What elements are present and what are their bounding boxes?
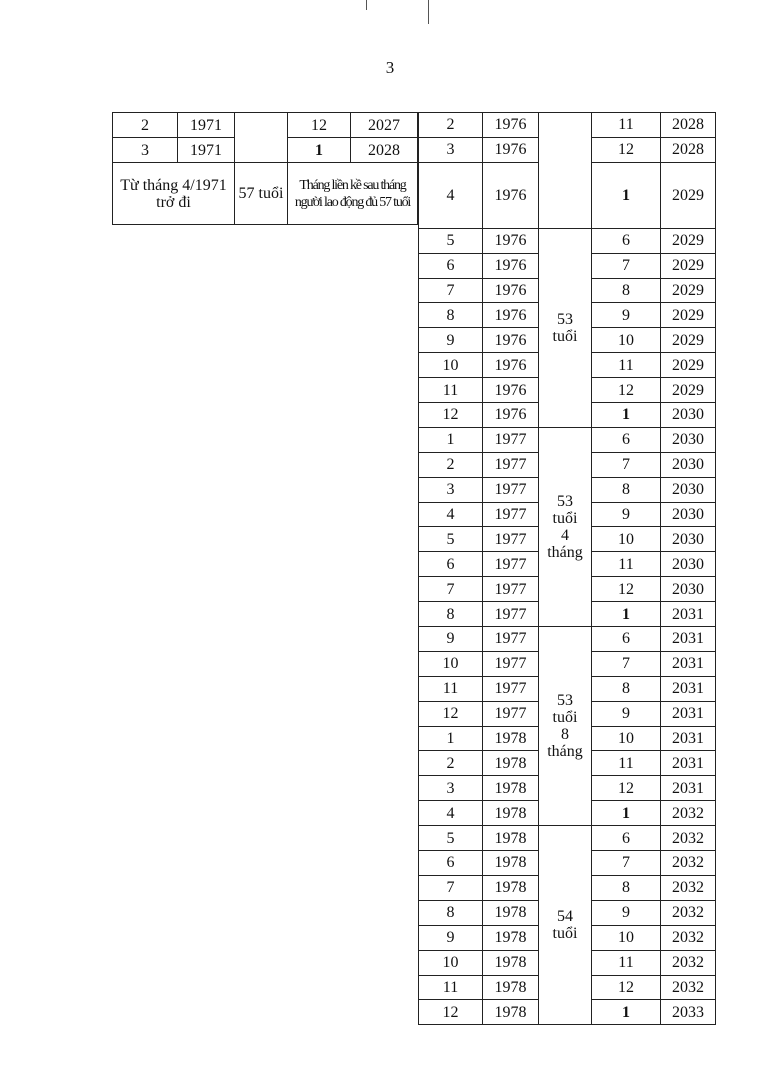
retire-month-cell: 6 — [592, 427, 661, 452]
retire-year-cell: 2032 — [661, 975, 716, 1000]
retire-year-cell: 2028 — [351, 138, 418, 163]
retire-month-cell: 8 — [592, 477, 661, 502]
birth-month-cell: 9 — [419, 925, 483, 950]
retire-year-cell: 2031 — [661, 651, 716, 676]
retire-year-cell: 2030 — [661, 552, 716, 577]
age-group-line: 54 — [557, 908, 573, 926]
birth-month-cell: 4 — [419, 162, 483, 228]
retire-month-cell: 11 — [592, 113, 661, 138]
left-retirement-table — [112, 112, 418, 225]
retire-year-cell: 2031 — [661, 676, 716, 701]
retire-year-cell: 2032 — [661, 826, 716, 851]
birth-year-cell: 1977 — [483, 577, 539, 602]
retire-month-cell: 12 — [592, 975, 661, 1000]
birth-month-cell: 5 — [419, 826, 483, 851]
retire-month-cell: 9 — [592, 900, 661, 925]
retire-month-cell: 7 — [592, 651, 661, 676]
age-cell-empty — [235, 113, 288, 163]
age-group-line: 53 — [557, 310, 573, 328]
age-group-line: 53 — [557, 492, 573, 510]
retire-year-cell: 2030 — [661, 502, 716, 527]
birth-month-cell: 6 — [419, 552, 483, 577]
table-row — [113, 163, 418, 225]
retire-year-cell: 2030 — [661, 577, 716, 602]
retire-month-cell: 1 — [288, 138, 351, 163]
retire-year-cell: 2032 — [661, 900, 716, 925]
retire-year-cell: 2029 — [661, 162, 716, 228]
retire-month-cell: 9 — [592, 701, 661, 726]
retire-year-cell: 2031 — [661, 751, 716, 776]
birth-year-cell: 1976 — [483, 378, 539, 403]
birth-year-cell: 1978 — [483, 851, 539, 876]
birth-year-cell: 1971 — [178, 113, 235, 138]
birth-month-cell: 2 — [113, 113, 178, 138]
birth-month-cell: 12 — [419, 1000, 483, 1025]
birth-month-cell: 3 — [419, 137, 483, 162]
retire-month-cell: 6 — [592, 627, 661, 652]
birth-month-cell: 8 — [419, 303, 483, 328]
birth-year-cell: 1976 — [483, 303, 539, 328]
age-group-line: tuổi — [552, 925, 578, 943]
retire-month-cell: 12 — [288, 113, 351, 138]
birth-month-cell: 7 — [419, 278, 483, 303]
retire-month-cell: 10 — [592, 925, 661, 950]
birth-year-cell: 1977 — [483, 427, 539, 452]
retire-month-cell: 10 — [592, 527, 661, 552]
retire-year-cell: 2032 — [661, 801, 716, 826]
birth-month-cell: 8 — [419, 900, 483, 925]
birth-month-cell: 3 — [113, 138, 178, 163]
retire-year-cell: 2031 — [661, 627, 716, 652]
table-row — [113, 113, 418, 138]
birth-month-cell: 4 — [419, 801, 483, 826]
birth-year-cell: 1977 — [483, 452, 539, 477]
age-group-line: tuổi — [552, 709, 578, 727]
birth-year-cell: 1978 — [483, 925, 539, 950]
age-group-cell — [539, 826, 592, 1025]
retire-year-cell: 2028 — [661, 113, 716, 138]
birth-year-cell: 1976 — [483, 353, 539, 378]
birth-year-cell: 1971 — [178, 138, 235, 163]
retire-month-cell: 11 — [592, 552, 661, 577]
age-cell: 57 tuổi — [235, 163, 288, 225]
birth-month-cell: 10 — [419, 950, 483, 975]
birth-year-cell: 1976 — [483, 113, 539, 138]
retire-year-cell: 2032 — [661, 950, 716, 975]
retire-month-cell: 9 — [592, 502, 661, 527]
birth-month-cell: 3 — [419, 477, 483, 502]
retire-year-cell: 2031 — [661, 776, 716, 801]
table-row — [419, 627, 716, 652]
retire-year-cell: 2031 — [661, 726, 716, 751]
retire-year-cell: 2029 — [661, 253, 716, 278]
age-group-line: tuổi — [552, 327, 578, 345]
retire-year-cell: 2029 — [661, 328, 716, 353]
retire-month-cell: 9 — [592, 303, 661, 328]
retire-month-cell: 11 — [592, 751, 661, 776]
retire-month-cell: 10 — [592, 328, 661, 353]
birth-year-cell: 1977 — [483, 552, 539, 577]
retire-month-cell: 1 — [592, 602, 661, 627]
retire-month-cell: 10 — [592, 726, 661, 751]
birth-month-cell: 1 — [419, 427, 483, 452]
retire-month-cell: 6 — [592, 826, 661, 851]
retire-year-cell: 2031 — [661, 602, 716, 627]
birth-month-cell: 2 — [419, 751, 483, 776]
retire-year-cell: 2029 — [661, 303, 716, 328]
birth-year-cell: 1977 — [483, 701, 539, 726]
retire-year-cell: 2029 — [661, 353, 716, 378]
retire-year-cell: 2032 — [661, 875, 716, 900]
retire-month-cell: 12 — [592, 378, 661, 403]
retirement-note-text: Tháng liền kề sau tháng người lao động đủ 57 tuổi — [294, 177, 411, 210]
retire-month-cell: 7 — [592, 452, 661, 477]
retire-month-cell: 11 — [592, 950, 661, 975]
birth-month-cell: 6 — [419, 851, 483, 876]
retire-month-cell: 1 — [592, 403, 661, 428]
retire-year-cell: 2030 — [661, 403, 716, 428]
birth-year-cell: 1977 — [483, 602, 539, 627]
birth-year-cell: 1977 — [483, 502, 539, 527]
birth-month-cell: 9 — [419, 328, 483, 353]
birth-year-cell: 1977 — [483, 651, 539, 676]
scan-mark — [366, 0, 367, 10]
retire-year-cell: 2029 — [661, 278, 716, 303]
birth-month-cell: 7 — [419, 875, 483, 900]
birth-year-cell: 1977 — [483, 627, 539, 652]
birth-month-cell: 11 — [419, 378, 483, 403]
birth-year-cell: 1978 — [483, 950, 539, 975]
retire-year-cell: 2031 — [661, 701, 716, 726]
birth-month-cell: 11 — [419, 676, 483, 701]
birth-year-cell: 1976 — [483, 403, 539, 428]
age-group-line: 8 — [561, 726, 569, 744]
birth-year-cell: 1978 — [483, 875, 539, 900]
birth-month-cell: 2 — [419, 452, 483, 477]
age-group-cell — [539, 627, 592, 826]
birth-year-cell: 1977 — [483, 676, 539, 701]
from-month-label: Từ tháng 4/1971 trở đi — [113, 163, 235, 225]
birth-year-cell: 1978 — [483, 975, 539, 1000]
retire-month-cell: 8 — [592, 875, 661, 900]
age-cell-empty — [539, 113, 592, 229]
birth-year-cell: 1976 — [483, 162, 539, 228]
birth-month-cell: 11 — [419, 975, 483, 1000]
birth-month-cell: 12 — [419, 403, 483, 428]
table-row — [419, 113, 716, 138]
birth-month-cell: 3 — [419, 776, 483, 801]
retire-year-cell: 2030 — [661, 527, 716, 552]
birth-month-cell: 1 — [419, 726, 483, 751]
retire-year-cell: 2033 — [661, 1000, 716, 1025]
birth-month-cell: 9 — [419, 627, 483, 652]
age-group-line: 53 — [557, 692, 573, 710]
birth-year-cell: 1976 — [483, 328, 539, 353]
birth-year-cell: 1978 — [483, 826, 539, 851]
retire-month-cell: 12 — [592, 577, 661, 602]
retire-month-cell: 1 — [592, 801, 661, 826]
birth-year-cell: 1978 — [483, 726, 539, 751]
retire-month-cell: 12 — [592, 137, 661, 162]
birth-year-cell: 1978 — [483, 900, 539, 925]
retire-month-cell: 7 — [592, 253, 661, 278]
birth-month-cell: 5 — [419, 527, 483, 552]
retire-month-cell: 1 — [592, 162, 661, 228]
birth-month-cell: 12 — [419, 701, 483, 726]
birth-month-cell: 6 — [419, 253, 483, 278]
birth-year-cell: 1978 — [483, 776, 539, 801]
retire-year-cell: 2030 — [661, 452, 716, 477]
birth-month-cell: 4 — [419, 502, 483, 527]
age-group-cell — [539, 228, 592, 427]
table-row — [419, 826, 716, 851]
retire-year-cell: 2029 — [661, 378, 716, 403]
birth-year-cell: 1976 — [483, 278, 539, 303]
birth-year-cell: 1978 — [483, 1000, 539, 1025]
retirement-note — [288, 163, 418, 225]
birth-month-cell: 5 — [419, 228, 483, 253]
age-group-line: 4 — [561, 526, 569, 544]
retire-year-cell: 2028 — [661, 137, 716, 162]
retire-year-cell: 2027 — [351, 113, 418, 138]
scan-mark — [428, 0, 429, 24]
retire-month-cell: 7 — [592, 851, 661, 876]
age-group-line: tuổi — [552, 509, 578, 527]
birth-month-cell: 10 — [419, 651, 483, 676]
retire-month-cell: 11 — [592, 353, 661, 378]
table-row — [419, 427, 716, 452]
birth-month-cell: 10 — [419, 353, 483, 378]
birth-year-cell: 1978 — [483, 801, 539, 826]
birth-year-cell: 1978 — [483, 751, 539, 776]
retire-year-cell: 2032 — [661, 851, 716, 876]
retire-year-cell: 2029 — [661, 228, 716, 253]
age-group-line: tháng — [547, 743, 583, 761]
retire-month-cell: 1 — [592, 1000, 661, 1025]
birth-year-cell: 1976 — [483, 137, 539, 162]
retire-month-cell: 6 — [592, 228, 661, 253]
retire-month-cell: 8 — [592, 278, 661, 303]
retire-month-cell: 8 — [592, 676, 661, 701]
age-group-line: tháng — [547, 543, 583, 561]
retire-year-cell: 2032 — [661, 925, 716, 950]
birth-month-cell: 2 — [419, 113, 483, 138]
page-number: 3 — [385, 58, 395, 77]
birth-year-cell: 1977 — [483, 477, 539, 502]
birth-year-cell: 1976 — [483, 228, 539, 253]
birth-month-cell: 7 — [419, 577, 483, 602]
birth-year-cell: 1976 — [483, 253, 539, 278]
retire-year-cell: 2030 — [661, 427, 716, 452]
birth-month-cell: 8 — [419, 602, 483, 627]
table-row — [419, 228, 716, 253]
birth-year-cell: 1977 — [483, 527, 539, 552]
retire-year-cell: 2030 — [661, 477, 716, 502]
right-retirement-table — [418, 112, 716, 1025]
age-group-cell — [539, 427, 592, 626]
retire-month-cell: 12 — [592, 776, 661, 801]
